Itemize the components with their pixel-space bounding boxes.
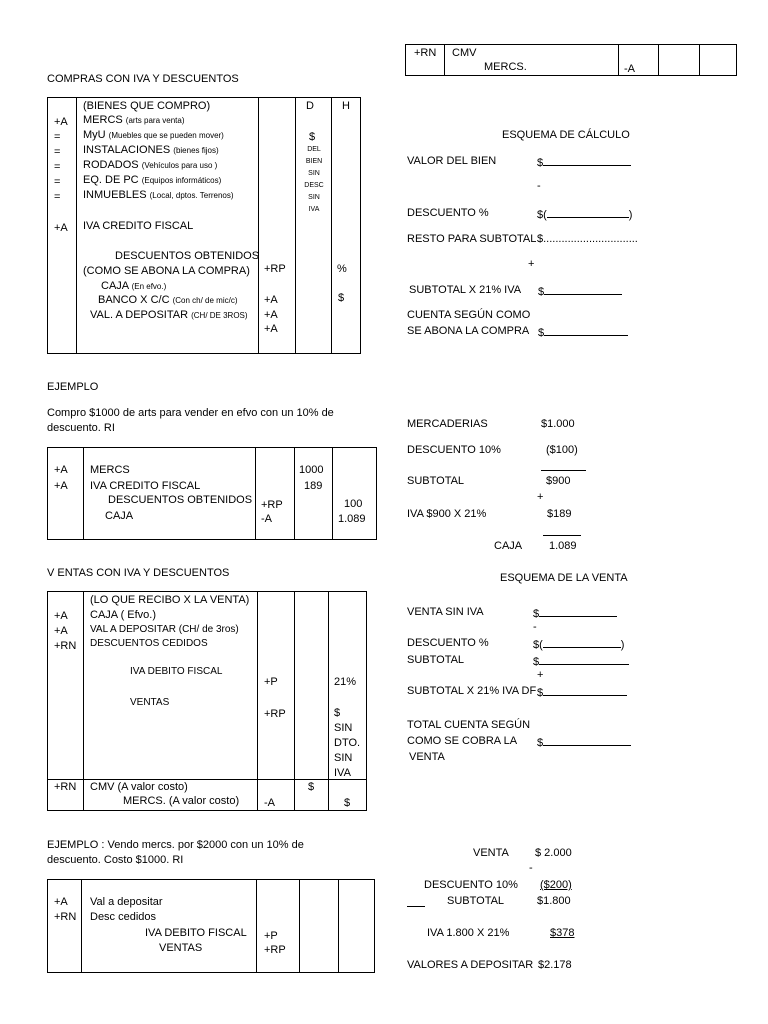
calc2-venta-value: $ 2.000 [535,847,572,859]
subtotal-value: $ [538,284,622,298]
item-myu: MyU (Muebles que se pueden mover) [83,129,224,141]
calc2-venta-label: VENTA [473,847,509,859]
cmv-account: CMV [452,47,477,59]
calc1-caja-label: CAJA [494,540,523,552]
cmv-sub: MERCS. [484,61,527,73]
descuento-value: $( ) [537,209,633,221]
calc1-sub-label: SUBTOTAL [407,475,465,487]
minus-sign: - [537,180,541,192]
compras-table [47,97,361,354]
ventas-h-note: $ SIN DTO. SIN IVA [334,707,361,779]
caja-item: CAJA (En efvo.) [101,280,167,292]
cuenta-label-1: CUENTA SEGÚN COMO [407,309,531,321]
ventas-sign-3: +RN [54,640,77,652]
ventas-mercs: MERCS. (A valor costo) [123,795,240,807]
d-note: DEL BIEN SIN DESC SIN IVA [304,146,324,213]
ej1-desc: DESCUENTOS OBTENIDOS [108,494,253,506]
item-mercs: MERCS (arts para venta) [83,114,185,126]
ejemplo1-text-2: descuento. RI [47,422,115,434]
calc1-plus: + [537,491,544,503]
sign-inst: = [54,146,61,158]
item-rodados: RODADOS (Vehículos para uso ) [83,159,218,171]
resto-value: $............................... [537,233,638,245]
ventas-iva: IVA DEBITO FISCAL [130,666,223,677]
h-dollar: $ [338,292,345,304]
ventas-cmv: CMV (A valor costo) [90,781,188,793]
ventas-sign-1: +A [54,610,68,622]
calc2-desc-value: ($200) [540,879,572,891]
h-pct: % [337,263,347,275]
iva-credito: IVA CREDITO FISCAL [83,220,194,232]
calc1-rule-1 [541,470,586,471]
esquema-calculo-title: ESQUEMA DE CÁLCULO [502,129,630,141]
item-instalaciones: INSTALACIONES (bienes fijos) [83,144,219,156]
desc-como: (COMO SE ABONA LA COMPRA) [83,265,250,277]
calc1-iva-value: $189 [547,508,572,520]
valor-bien-value: $ [537,155,631,169]
venta-total-label-2: COMO SE COBRA LA [407,735,518,747]
calc2-minus: - [529,862,533,874]
venta-subiva-label: SUBTOTAL X 21% IVA DF [407,685,537,697]
sign-rodados: = [54,161,61,173]
ventas-title: V ENTAS CON IVA Y DESCUENTOS [47,567,230,579]
venta-plus: + [537,669,544,681]
plus-sign: + [528,258,535,270]
cmv-table-top [405,44,737,76]
banco-item: BANCO X C/C (Con ch/ de mic/c) [98,294,238,306]
ej2-val: Val a depositar [90,896,163,908]
calc2-iva-value: $378 [550,927,575,939]
venta-sub-value: $ [533,654,629,668]
ej2-iva: IVA DEBITO FISCAL [145,927,247,939]
compras-header: (BIENES QUE COMPRO) [83,100,211,112]
cmv-sign2: -A [624,63,635,75]
ej2-sign-1: +A [54,896,68,908]
ej1-mercs: MERCS [90,464,130,476]
rp-sign: +RP [264,263,286,275]
ventas-desc: DESCUENTOS CEDIDOS [90,638,208,649]
ej1-a: -A [261,513,272,525]
iva-sign: +A [54,222,68,234]
ej2-ventas: VENTAS [159,942,203,954]
ejemplo-title: EJEMPLO [47,381,99,393]
calc2-sub-value: $1.800 [537,895,571,907]
col-d-header: D [306,100,314,112]
ventas-table [47,591,367,811]
cuenta-label-2: SE ABONA LA COMPRA [407,325,530,337]
calc2-valores-value: $2.178 [538,959,572,971]
ejemplo1-text-1: Compro $1000 de arts para vender en efvo con un 10% de [47,407,334,419]
ventas-d-dollar: $ [308,781,315,793]
desc-obtenidos: DESCUENTOS OBTENIDOS [115,250,260,262]
ej1-h1: 100 [344,498,363,510]
calc2-valores-label: VALORES A DEPOSITAR [407,959,534,971]
ej2-rp: +RP [264,944,286,956]
ej1-rp: +RP [261,499,283,511]
calc1-sub-value: $900 [546,475,571,487]
venta-total-label-3: VENTA [409,751,445,763]
ventas-h-dollar: $ [344,797,351,809]
ventas-rp: +RP [264,708,286,720]
ej2-desc: Desc cedidos [90,911,157,923]
descuento-label: DESCUENTO % [407,207,489,219]
ventas-header: (LO QUE RECIBO X LA VENTA) [90,594,250,606]
val-item: VAL. A DEPOSITAR (CH/ DE 3ROS) [90,309,248,321]
calc1-caja-value: 1.089 [549,540,577,552]
sign-myu: = [54,131,61,143]
col-h-header: H [342,100,350,112]
esquema-venta-title: ESQUEMA DE LA VENTA [500,572,628,584]
ej1-sign-1: +A [54,464,68,476]
a-sign-2: +A [264,309,278,321]
ejemplo2-text-1: EJEMPLO : Vendo mercs. por $2000 con un 10% de [47,839,304,851]
venta-desc-label: DESCUENTO % [407,637,489,649]
venta-total-label-1: TOTAL CUENTA SEGÚN [407,719,531,731]
calc2-sub-label: SUBTOTAL [447,895,505,907]
ventas-caja: CAJA ( Efvo.) [90,609,157,621]
a-sign-3: +A [264,323,278,335]
ventas-p: +P [264,676,278,688]
resto-label: RESTO PARA SUBTOTAL [407,233,537,245]
ejemplo1-table [47,447,377,540]
ej2-p: +P [264,930,278,942]
sign-mercs: +A [54,116,68,128]
venta-desc-value: $( ) [533,639,625,651]
ejemplo2-table [47,879,375,973]
venta-sub-label: SUBTOTAL [407,654,465,666]
ej1-d1: 1000 [299,464,324,476]
calc1-rule-2 [543,535,581,536]
calc2-rule [407,906,425,907]
subtotal-label: SUBTOTAL X 21% IVA [409,284,522,296]
ventas-sign-2: +A [54,625,68,637]
calc1-merc-label: MERCADERIAS [407,418,488,430]
sign-eqpc: = [54,176,61,188]
ej1-caja: CAJA [105,510,134,522]
calc1-desc-label: DESCUENTO 10% [407,444,501,456]
ej1-sign-2: +A [54,480,68,492]
a-sign-1: +A [264,294,278,306]
venta-minus: - [533,621,537,633]
sign-inmuebles: = [54,191,61,203]
ej1-iva: IVA CREDITO FISCAL [90,480,201,492]
ventas-cmv-sign: +RN [54,781,77,793]
venta-sin-iva-label: VENTA SIN IVA [407,606,484,618]
ventas-a: -A [264,797,275,809]
ej1-d2: 189 [304,480,323,492]
ventas-pct: 21% [334,676,357,688]
calc2-iva-label: IVA 1.800 X 21% [427,927,510,939]
ventas-val: VAL A DEPOSITAR (CH/ de 3ros) [90,624,239,635]
venta-subiva-value: $ [537,685,627,699]
calc1-desc-value: ($100) [546,444,578,456]
item-inmuebles: INMUEBLES (Local, dptos. Terrenos) [83,189,234,201]
calc2-desc-label: DESCUENTO 10% [424,879,518,891]
ventas-ventas: VENTAS [130,697,170,708]
item-eqpc: EQ. DE PC (Equipos informáticos) [83,174,222,186]
venta-sin-iva-value: $ [533,606,617,620]
d-dollar: $ [309,131,316,143]
calc1-iva-label: IVA $900 X 21% [407,508,487,520]
cmv-sign: +RN [414,47,437,59]
valor-bien-label: VALOR DEL BIEN [407,155,497,167]
cuenta-value: $ [538,325,628,339]
ejemplo2-text-2: descuento. Costo $1000. RI [47,854,184,866]
compras-title: COMPRAS CON IVA Y DESCUENTOS [47,73,239,85]
calc1-merc-value: $1.000 [541,418,575,430]
ej1-h2: 1.089 [338,513,366,525]
venta-total-value: $ [537,735,631,749]
ej2-sign-2: +RN [54,911,77,923]
